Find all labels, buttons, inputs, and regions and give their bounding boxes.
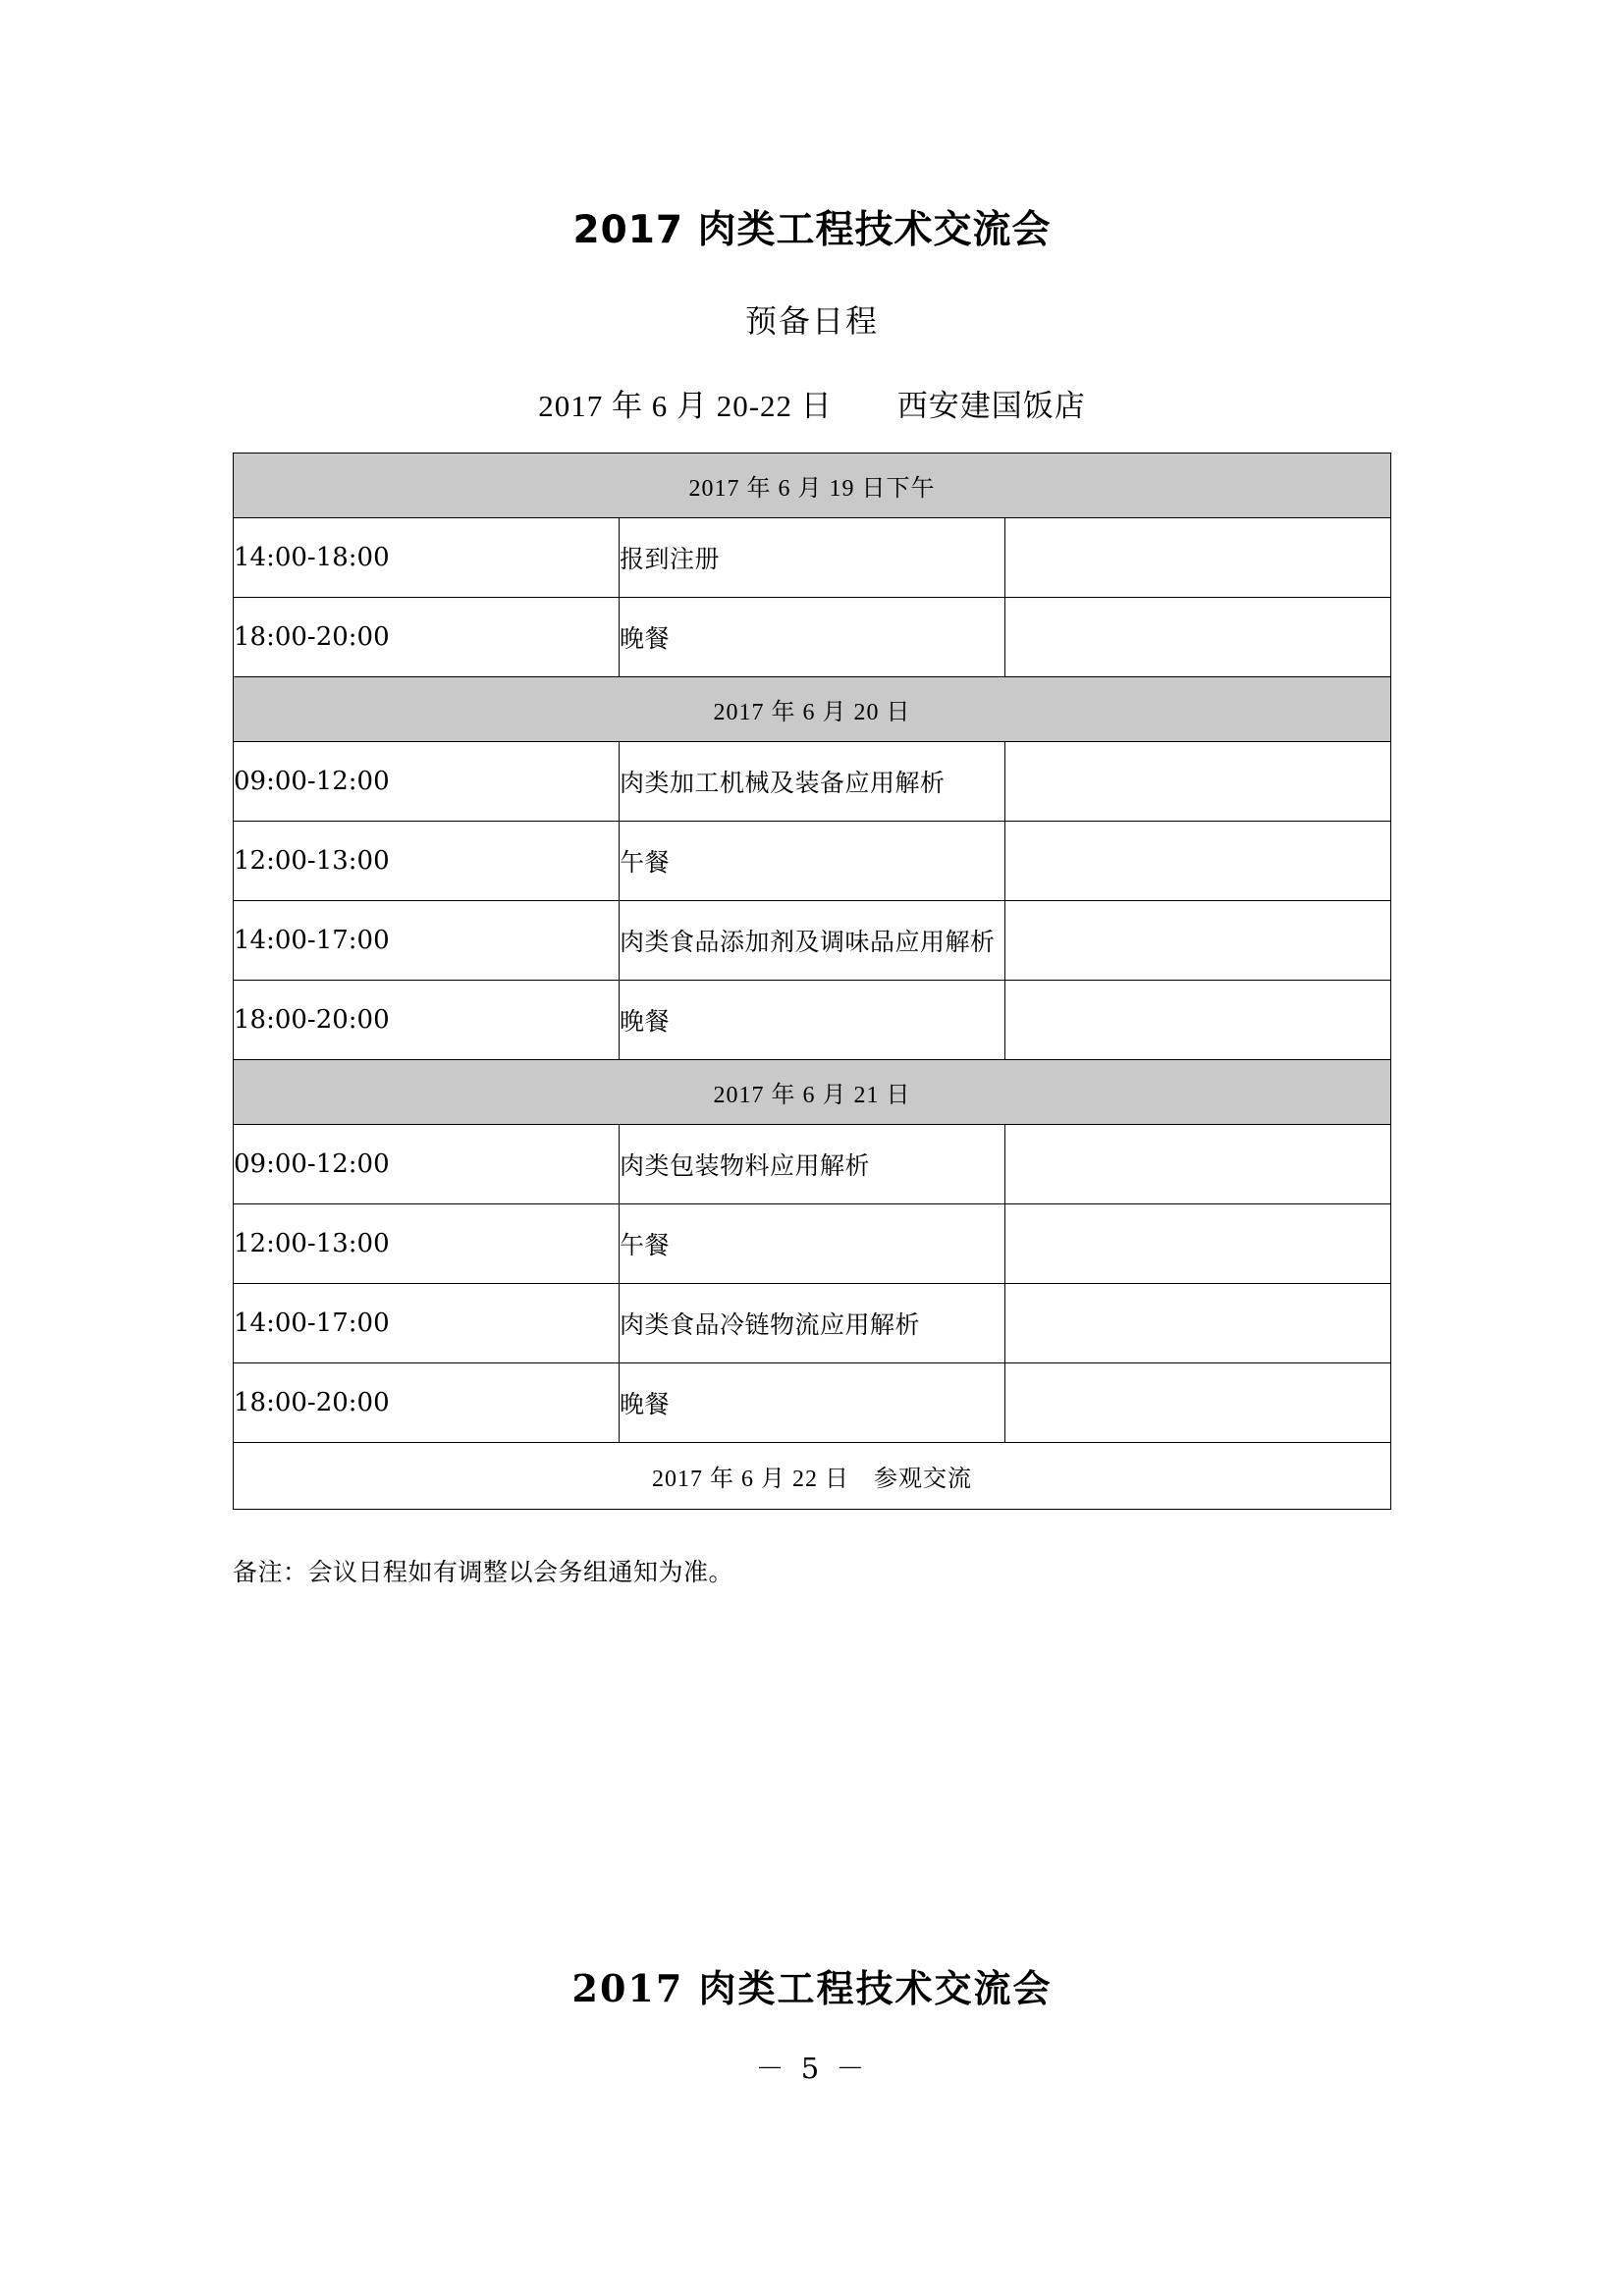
topic-cell: 报到注册 [620,518,1005,598]
table-section-header-row [234,677,1391,742]
table-row [234,1204,1391,1284]
event-venue: 西安建国饭店 [896,389,1086,423]
notes-cell [1005,822,1391,901]
table-row [234,901,1391,981]
closing-day-row: 2017 年 6 月 22 日 参观交流 [234,1443,1391,1510]
page-number: － 5 － [755,2052,869,2085]
schedule-table-wrapper [233,453,1391,1510]
day-header: 2017 年 6 月 20 日 [234,677,1391,742]
time-cell: 09:00-12:00 [234,742,620,822]
table-row [234,822,1391,901]
time-cell: 18:00-20:00 [234,598,620,677]
day-header: 2017 年 6 月 19 日下午 [234,454,1391,518]
time-cell: 14:00-17:00 [234,901,620,981]
table-row [234,981,1391,1060]
notes-cell [1005,598,1391,677]
notes-cell [1005,518,1391,598]
notes-cell [1005,1284,1391,1363]
notes-cell [1005,1204,1391,1284]
table-row [234,518,1391,598]
time-cell: 09:00-12:00 [234,1125,620,1204]
table-row [234,1284,1391,1363]
time-cell: 18:00-20:00 [234,981,620,1060]
footnote: 备注：会议日程如有调整以会务组通知为准。 [233,1560,734,1586]
topic-cell: 晚餐 [620,981,1005,1060]
day-header: 2017 年 6 月 21 日 [234,1060,1391,1125]
topic-cell: 肉类包装物料应用解析 [620,1125,1005,1204]
notes-cell [1005,981,1391,1060]
topic-cell: 肉类食品添加剂及调味品应用解析 [620,901,1005,981]
time-cell: 12:00-13:00 [234,822,620,901]
time-cell: 12:00-13:00 [234,1204,620,1284]
topic-cell: 肉类加工机械及装备应用解析 [620,742,1005,822]
topic-cell: 晚餐 [620,1363,1005,1443]
page-title: 2017 肉类工程技术交流会 [572,208,1052,252]
notes-cell [1005,901,1391,981]
notes-cell [1005,742,1391,822]
time-cell: 14:00-17:00 [234,1284,620,1363]
event-meta [0,342,1624,425]
table-row [234,742,1391,822]
topic-cell: 午餐 [620,822,1005,901]
table-footer-row [234,1443,1391,1510]
topic-cell: 午餐 [620,1204,1005,1284]
table-row [234,1363,1391,1443]
time-cell: 14:00-18:00 [234,518,620,598]
table-row [234,598,1391,677]
time-cell: 18:00-20:00 [234,1363,620,1443]
notes-cell [1005,1363,1391,1443]
topic-cell: 肉类食品冷链物流应用解析 [620,1284,1005,1363]
table-section-header-row [234,1060,1391,1125]
notes-cell [1005,1125,1391,1204]
table-section-header-row [234,454,1391,518]
page-subtitle: 预备日程 [744,303,879,339]
schedule-table [233,453,1391,1510]
event-date-range: 2017 年 6 月 20-22 日 [538,389,833,423]
topic-cell: 晚餐 [620,598,1005,677]
bottom-title: 2017 肉类工程技术交流会 [571,1966,1053,2010]
table-row [234,1125,1391,1204]
